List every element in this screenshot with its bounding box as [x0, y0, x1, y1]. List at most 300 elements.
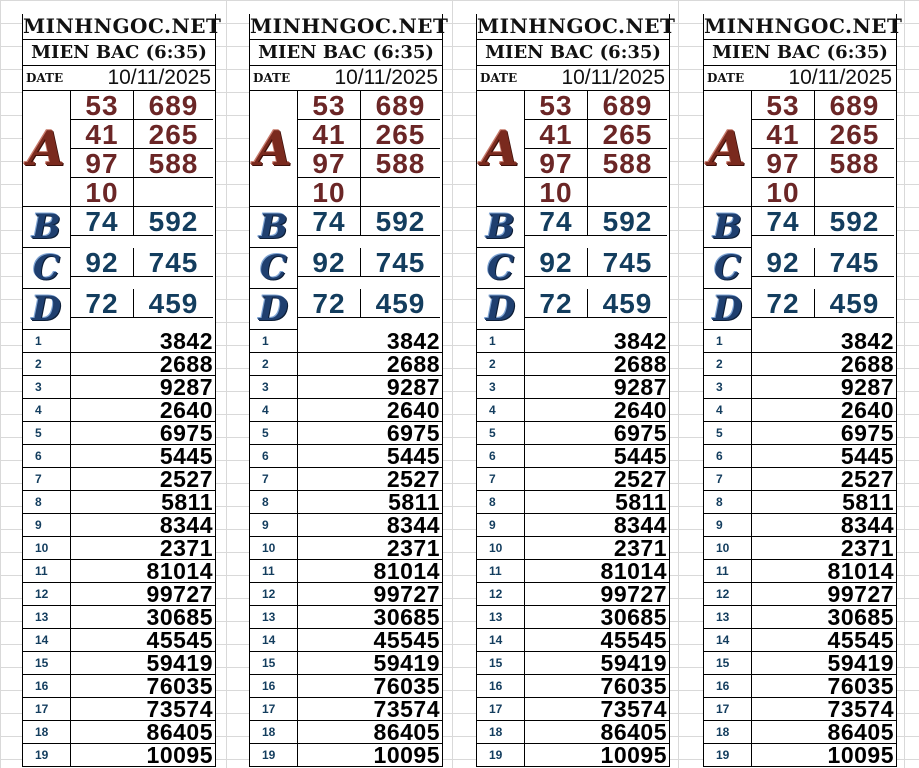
prize-grid — [704, 91, 896, 330]
serial-value: 73574 — [600, 696, 667, 722]
serial-value: 76035 — [827, 673, 894, 699]
serial-index: 4 — [477, 399, 525, 421]
group-a-long-number — [134, 178, 213, 207]
serial-index: 16 — [477, 675, 525, 697]
serial-value: 9287 — [840, 374, 894, 400]
group-a-short-number: 41 — [298, 120, 361, 149]
serial-value: 8344 — [840, 512, 894, 538]
serial-index: 15 — [704, 652, 752, 674]
group-a-short-number: 41 — [71, 120, 134, 149]
serial-index: 2 — [23, 353, 71, 375]
prize-grid — [23, 91, 215, 330]
group-c-short-number: 92 — [298, 248, 361, 277]
serial-index: 5 — [250, 422, 298, 444]
serial-index: 3 — [250, 376, 298, 398]
group-b-long-number: 592 — [588, 207, 667, 236]
serial-index: 10 — [23, 537, 71, 559]
serial-row — [23, 675, 215, 698]
group-a-long-number: 265 — [815, 120, 894, 149]
serial-index: 14 — [23, 629, 71, 651]
serial-value: 10095 — [373, 742, 440, 768]
serial-row — [477, 468, 669, 491]
group-a-short-number: 53 — [71, 91, 134, 120]
group-d-short-number: 72 — [298, 289, 361, 318]
serial-value: 6975 — [840, 420, 894, 446]
serial-index: 11 — [250, 560, 298, 582]
serial-row — [23, 721, 215, 744]
brand-title: MINHNGOC.NET — [250, 14, 449, 38]
serial-row — [23, 514, 215, 537]
serial-index: 11 — [477, 560, 525, 582]
serial-index: 17 — [704, 698, 752, 720]
serial-index: 19 — [250, 744, 298, 766]
group-letter-a: A — [23, 91, 71, 207]
group-b-long-number: 592 — [134, 207, 213, 236]
serial-index: 6 — [477, 445, 525, 467]
ticket-header — [477, 14, 676, 91]
serial-index: 5 — [704, 422, 752, 444]
serial-index: 13 — [250, 606, 298, 628]
serial-index: 9 — [704, 514, 752, 536]
serial-value: 30685 — [373, 604, 440, 630]
serial-row — [704, 468, 896, 491]
serial-row — [23, 445, 215, 468]
serial-value: 5445 — [386, 443, 440, 469]
serial-value: 76035 — [146, 673, 213, 699]
serial-index: 12 — [23, 583, 71, 605]
serial-value: 59419 — [373, 650, 440, 676]
group-letter-d: D — [704, 289, 752, 330]
group-a-long-number — [588, 178, 667, 207]
serial-value: 6975 — [613, 420, 667, 446]
serial-index: 10 — [477, 537, 525, 559]
serial-index: 2 — [704, 353, 752, 375]
region-title: MIEN BAC (6:35) — [477, 40, 669, 66]
serial-value: 2640 — [386, 397, 440, 423]
date-row — [23, 66, 215, 91]
serial-index: 8 — [23, 491, 71, 513]
serial-row — [704, 698, 896, 721]
serial-value: 5445 — [159, 443, 213, 469]
serial-index: 9 — [23, 514, 71, 536]
serial-value: 5811 — [161, 489, 213, 515]
serial-index: 1 — [477, 330, 525, 352]
serial-index: 15 — [250, 652, 298, 674]
serial-row — [23, 583, 215, 606]
ticket-card — [22, 14, 222, 768]
serial-row — [23, 744, 215, 767]
serial-index: 6 — [704, 445, 752, 467]
serial-index: 13 — [704, 606, 752, 628]
group-b-short-number: 74 — [298, 207, 361, 236]
serial-row — [250, 445, 442, 468]
serial-value: 9287 — [386, 374, 440, 400]
serial-row — [250, 744, 442, 767]
serial-value: 2640 — [840, 397, 894, 423]
serial-value: 45545 — [827, 627, 894, 653]
serial-value: 73574 — [827, 696, 894, 722]
serial-row — [23, 353, 215, 376]
date-label: DATE — [253, 71, 291, 85]
serial-row — [477, 422, 669, 445]
serial-value: 2640 — [613, 397, 667, 423]
serial-index: 18 — [704, 721, 752, 743]
serial-index: 1 — [23, 330, 71, 352]
serial-value: 5811 — [388, 489, 440, 515]
serial-row — [704, 583, 896, 606]
group-d-long-number: 459 — [815, 289, 894, 318]
date-label: DATE — [26, 71, 64, 85]
serial-value: 2371 — [386, 535, 440, 561]
group-letter-a: A — [477, 91, 525, 207]
group-a-short-number: 97 — [525, 149, 588, 178]
serial-value: 8344 — [159, 512, 213, 538]
serial-index: 6 — [23, 445, 71, 467]
serial-row — [704, 744, 896, 767]
serial-value: 10095 — [600, 742, 667, 768]
group-a-long-number: 588 — [815, 149, 894, 178]
serial-row — [704, 445, 896, 468]
group-letter-b: B — [250, 207, 298, 248]
serial-index: 14 — [704, 629, 752, 651]
group-a-long-number — [815, 178, 894, 207]
serial-row — [250, 376, 442, 399]
serial-value: 30685 — [146, 604, 213, 630]
serial-index: 13 — [477, 606, 525, 628]
serial-index: 18 — [477, 721, 525, 743]
serial-row — [477, 514, 669, 537]
serial-row — [477, 629, 669, 652]
group-a-short-number: 41 — [525, 120, 588, 149]
serial-row — [23, 537, 215, 560]
serial-row — [704, 606, 896, 629]
serial-index: 1 — [250, 330, 298, 352]
date-value: 10/11/2025 — [788, 66, 892, 89]
serial-index: 19 — [704, 744, 752, 766]
serial-index: 7 — [250, 468, 298, 490]
serial-value: 3842 — [159, 328, 213, 354]
group-letter-b: B — [477, 207, 525, 248]
group-a-long-number: 588 — [134, 149, 213, 178]
group-a-short-number: 53 — [525, 91, 588, 120]
serial-index: 2 — [477, 353, 525, 375]
serial-index: 2 — [250, 353, 298, 375]
serial-value: 59419 — [827, 650, 894, 676]
ticket-card — [476, 14, 676, 768]
group-b-short-number: 74 — [71, 207, 134, 236]
serial-value: 8344 — [386, 512, 440, 538]
serial-row — [477, 744, 669, 767]
serial-row — [477, 445, 669, 468]
group-d-long-number: 459 — [588, 289, 667, 318]
serial-row — [704, 537, 896, 560]
group-a-short-number: 10 — [525, 178, 588, 207]
serial-value: 2688 — [159, 351, 213, 377]
group-letter-c: C — [250, 248, 298, 289]
serial-index: 16 — [250, 675, 298, 697]
group-letter-d: D — [250, 289, 298, 330]
serial-index: 12 — [250, 583, 298, 605]
serial-value: 99727 — [600, 581, 667, 607]
serial-row — [704, 330, 896, 353]
serial-value: 9287 — [159, 374, 213, 400]
serial-index: 12 — [704, 583, 752, 605]
serial-index: 18 — [23, 721, 71, 743]
serial-index: 10 — [250, 537, 298, 559]
date-value: 10/11/2025 — [107, 66, 211, 89]
date-row — [704, 66, 896, 91]
serial-value: 2371 — [840, 535, 894, 561]
serial-row — [250, 491, 442, 514]
serial-row — [23, 606, 215, 629]
serial-row — [23, 330, 215, 353]
serial-row — [250, 537, 442, 560]
serial-index: 10 — [704, 537, 752, 559]
serial-index: 8 — [704, 491, 752, 513]
serial-index: 14 — [250, 629, 298, 651]
serial-row — [250, 514, 442, 537]
serial-index: 1 — [704, 330, 752, 352]
serial-index: 19 — [23, 744, 71, 766]
serial-value: 3842 — [386, 328, 440, 354]
serial-value: 76035 — [373, 673, 440, 699]
group-b-short-number: 74 — [525, 207, 588, 236]
group-a-short-number: 10 — [71, 178, 134, 207]
group-b-long-number: 592 — [361, 207, 440, 236]
serial-row — [704, 721, 896, 744]
serial-row — [23, 376, 215, 399]
serial-row — [477, 353, 669, 376]
serial-index: 16 — [704, 675, 752, 697]
serial-value: 81014 — [827, 558, 894, 584]
brand-title: MINHNGOC.NET — [477, 14, 676, 38]
serial-value: 2688 — [613, 351, 667, 377]
serial-value: 45545 — [373, 627, 440, 653]
serial-row — [250, 560, 442, 583]
serial-row — [250, 583, 442, 606]
serial-index: 11 — [704, 560, 752, 582]
serial-value: 8344 — [613, 512, 667, 538]
serial-value: 30685 — [827, 604, 894, 630]
serial-value: 6975 — [386, 420, 440, 446]
group-a-short-number: 97 — [752, 149, 815, 178]
group-c-long-number: 745 — [588, 248, 667, 277]
serial-index: 8 — [250, 491, 298, 513]
serial-value: 59419 — [146, 650, 213, 676]
serial-row — [477, 537, 669, 560]
serial-value: 73574 — [373, 696, 440, 722]
brand-title: MINHNGOC.NET — [23, 14, 222, 38]
group-a-short-number: 41 — [752, 120, 815, 149]
group-c-short-number: 92 — [71, 248, 134, 277]
group-a-short-number: 53 — [752, 91, 815, 120]
group-letter-c: C — [23, 248, 71, 289]
ticket-card — [703, 14, 903, 768]
serial-row — [704, 353, 896, 376]
serial-value: 6975 — [159, 420, 213, 446]
serial-index: 3 — [704, 376, 752, 398]
serial-value: 3842 — [613, 328, 667, 354]
serial-row — [704, 629, 896, 652]
serial-row — [250, 330, 442, 353]
serial-value: 30685 — [600, 604, 667, 630]
serial-row — [704, 560, 896, 583]
serial-value: 5811 — [842, 489, 894, 515]
serial-value: 86405 — [600, 719, 667, 745]
serial-value: 2688 — [840, 351, 894, 377]
serial-row — [477, 721, 669, 744]
serial-row — [23, 399, 215, 422]
serial-row — [250, 629, 442, 652]
ticket-header — [250, 14, 449, 91]
group-a-short-number: 97 — [71, 149, 134, 178]
serial-row — [477, 583, 669, 606]
serial-row — [477, 652, 669, 675]
group-a-short-number: 97 — [298, 149, 361, 178]
group-letter-d: D — [23, 289, 71, 330]
group-c-long-number: 745 — [815, 248, 894, 277]
serial-value: 2527 — [159, 466, 213, 492]
serial-row — [704, 376, 896, 399]
group-c-short-number: 92 — [752, 248, 815, 277]
serial-value: 76035 — [600, 673, 667, 699]
serial-row — [477, 560, 669, 583]
serial-row — [23, 422, 215, 445]
serial-index: 5 — [23, 422, 71, 444]
serial-index: 19 — [477, 744, 525, 766]
serial-row — [704, 675, 896, 698]
serial-value: 86405 — [827, 719, 894, 745]
ticket-header — [704, 14, 903, 91]
group-letter-c: C — [704, 248, 752, 289]
brand-title: MINHNGOC.NET — [704, 14, 903, 38]
serial-row — [250, 606, 442, 629]
serial-row — [250, 468, 442, 491]
group-d-short-number: 72 — [752, 289, 815, 318]
serial-index: 3 — [23, 376, 71, 398]
serial-value: 2371 — [159, 535, 213, 561]
serial-value: 10095 — [827, 742, 894, 768]
serial-index: 4 — [250, 399, 298, 421]
group-a-short-number: 53 — [298, 91, 361, 120]
serial-row — [477, 376, 669, 399]
group-a-long-number: 265 — [361, 120, 440, 149]
group-b-long-number: 592 — [815, 207, 894, 236]
serial-index: 9 — [250, 514, 298, 536]
serial-row — [704, 399, 896, 422]
group-c-long-number: 745 — [134, 248, 213, 277]
serial-index: 4 — [23, 399, 71, 421]
serial-index: 9 — [477, 514, 525, 536]
group-c-long-number: 745 — [361, 248, 440, 277]
group-a-long-number: 265 — [588, 120, 667, 149]
serial-index: 5 — [477, 422, 525, 444]
serial-value: 2527 — [386, 466, 440, 492]
group-letter-b: B — [23, 207, 71, 248]
serial-value: 99727 — [373, 581, 440, 607]
group-d-short-number: 72 — [71, 289, 134, 318]
serial-value: 86405 — [146, 719, 213, 745]
serial-row — [250, 652, 442, 675]
serial-row — [250, 721, 442, 744]
serial-row — [477, 675, 669, 698]
region-title: MIEN BAC (6:35) — [250, 40, 442, 66]
serial-index: 7 — [477, 468, 525, 490]
date-row — [250, 66, 442, 91]
serial-index: 7 — [23, 468, 71, 490]
serial-row — [250, 675, 442, 698]
region-title: MIEN BAC (6:35) — [704, 40, 896, 66]
prize-grid — [250, 91, 442, 330]
serial-value: 45545 — [600, 627, 667, 653]
serial-row — [23, 491, 215, 514]
serial-row — [23, 629, 215, 652]
serial-row — [477, 606, 669, 629]
group-letter-b: B — [704, 207, 752, 248]
group-letter-a: A — [250, 91, 298, 207]
serial-index: 3 — [477, 376, 525, 398]
group-letter-a: A — [704, 91, 752, 207]
serial-index: 16 — [23, 675, 71, 697]
serial-value: 2640 — [159, 397, 213, 423]
serial-value: 2371 — [613, 535, 667, 561]
group-a-long-number: 689 — [361, 91, 440, 120]
group-a-long-number: 588 — [588, 149, 667, 178]
serial-value: 86405 — [373, 719, 440, 745]
serial-row — [23, 698, 215, 721]
serial-row — [477, 698, 669, 721]
date-label: DATE — [480, 71, 518, 85]
serial-index: 15 — [23, 652, 71, 674]
ticket-header — [23, 14, 222, 91]
serial-row — [250, 698, 442, 721]
group-letter-c: C — [477, 248, 525, 289]
serial-row — [704, 514, 896, 537]
group-a-long-number — [361, 178, 440, 207]
serial-value: 5445 — [613, 443, 667, 469]
serial-value: 99727 — [827, 581, 894, 607]
serial-value: 99727 — [146, 581, 213, 607]
serial-index: 13 — [23, 606, 71, 628]
serial-row — [250, 422, 442, 445]
serial-row — [23, 652, 215, 675]
ticket-card — [249, 14, 449, 768]
serial-index: 15 — [477, 652, 525, 674]
serial-value: 59419 — [600, 650, 667, 676]
serial-value: 73574 — [146, 696, 213, 722]
serial-index: 6 — [250, 445, 298, 467]
region-title: MIEN BAC (6:35) — [23, 40, 215, 66]
serial-row — [250, 399, 442, 422]
serial-value: 10095 — [146, 742, 213, 768]
serial-index: 17 — [23, 698, 71, 720]
serial-index: 18 — [250, 721, 298, 743]
serial-index: 17 — [477, 698, 525, 720]
serial-row — [477, 330, 669, 353]
serial-value: 9287 — [613, 374, 667, 400]
serial-row — [704, 491, 896, 514]
group-a-long-number: 265 — [134, 120, 213, 149]
group-a-long-number: 588 — [361, 149, 440, 178]
group-c-short-number: 92 — [525, 248, 588, 277]
group-a-long-number: 689 — [588, 91, 667, 120]
serial-index: 4 — [704, 399, 752, 421]
serial-index: 17 — [250, 698, 298, 720]
group-a-long-number: 689 — [815, 91, 894, 120]
group-b-short-number: 74 — [752, 207, 815, 236]
serial-row — [704, 422, 896, 445]
serial-value: 81014 — [373, 558, 440, 584]
